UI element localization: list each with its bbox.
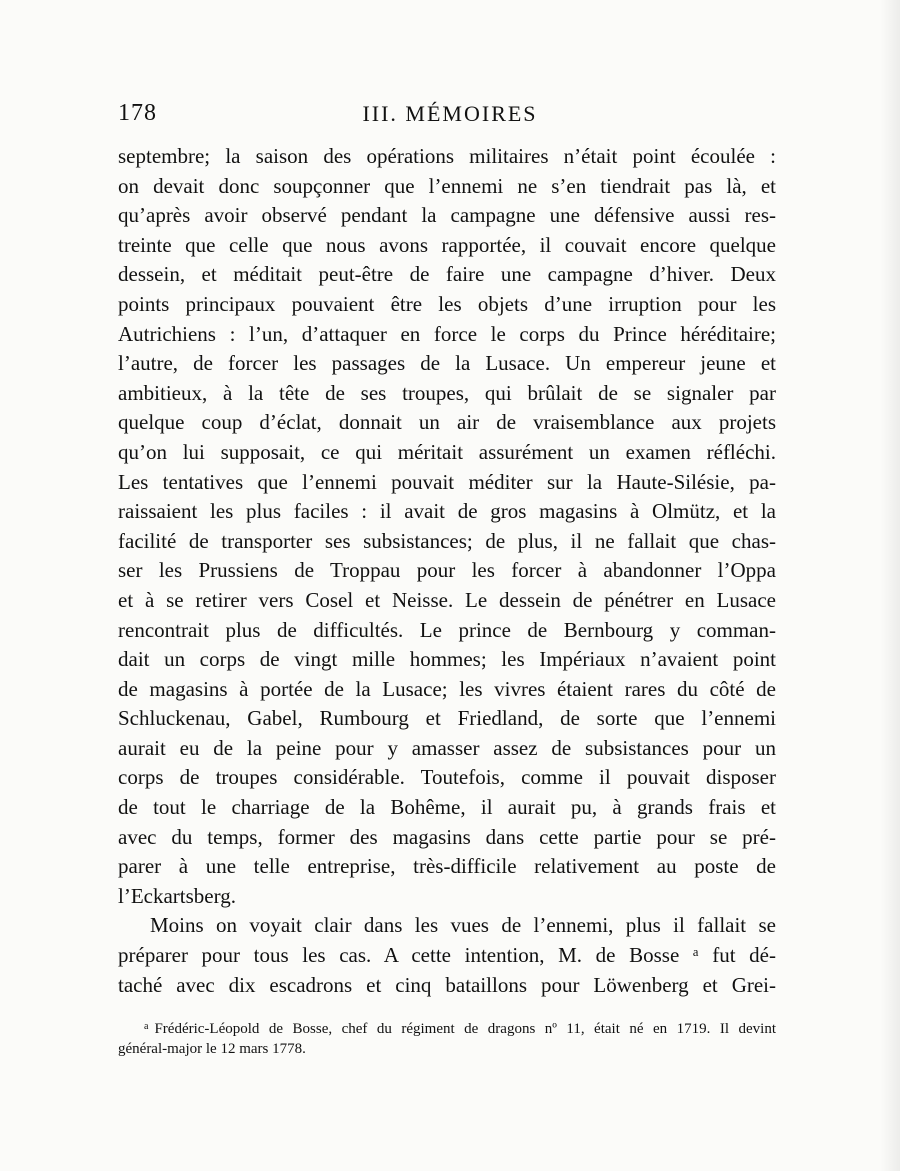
text-line: qu’on lui supposait, ce qui méritait assurément un examen réfléchi.	[118, 439, 776, 464]
body-text	[118, 142, 776, 1000]
text-line: treinte que celle que nous avons rapportée, il couvait encore quelque	[118, 232, 776, 257]
text-line: l’Eckartsberg.	[118, 883, 236, 908]
running-title: III. MÉMOIRES	[362, 101, 538, 126]
text-line: préparer pour tous les cas. A cette intention, M. de Bosse ᵃ fut dé-	[118, 943, 776, 968]
text-line: rencontrait plus de difficultés. Le prince de Bernbourg y comman-	[118, 617, 776, 642]
text-line: Schluckenau, Gabel, Rumbourg et Friedland, de sorte que l’ennemi	[118, 706, 776, 731]
footnote-line	[118, 1016, 776, 1038]
text-line: de tout le charriage de la Bohême, il aurait pu, à grands frais et	[118, 795, 776, 820]
text-line: dessein, et méditait peut-être de faire une campagne d’hiver. Deux	[118, 262, 776, 287]
text-line: raissaient les plus faciles : il avait de gros magasins à Olmütz, et la	[118, 499, 776, 524]
footnote	[118, 1016, 776, 1060]
text-line: quelque coup d’éclat, donnait un air de vraisemblance aux projets	[118, 410, 776, 435]
text-line: Les tentatives que l’ennemi pouvait méditer sur la Haute-Silésie, pa-	[118, 469, 776, 494]
text-line: corps de troupes considérable. Toutefois, comme il pouvait disposer	[118, 765, 776, 790]
scan-edge-shadow	[880, 0, 900, 1171]
text-line: et à se retirer vers Cosel et Neisse. Le dessein de pénétrer en Lusace	[118, 587, 776, 612]
text-line: parer à une telle entreprise, très-difficile relativement au poste de	[118, 854, 776, 879]
footnote-line: général-major le 12 mars 1778.	[118, 1041, 306, 1057]
text-line: ser les Prussiens de Troppau pour les forcer à abandonner l’Oppa	[118, 558, 776, 583]
text-line: qu’après avoir observé pendant la campagne une défensive aussi res-	[118, 203, 776, 228]
text-line: avec du temps, former des magasins dans cette partie pour se pré-	[118, 824, 776, 849]
text-line: on devait donc soupçonner que l’ennemi ne s’en tiendrait pas là, et	[118, 173, 776, 198]
text-line: facilité de transporter ses subsistances; de plus, il ne fallait que chas-	[118, 528, 776, 553]
text-line: Moins on voyait clair dans les vues de l’ennemi, plus il fallait se	[150, 913, 776, 938]
text-line: l’autre, de forcer les passages de la Lusace. Un empereur jeune et	[118, 351, 776, 376]
text-line: points principaux pouvaient être les objets d’une irruption pour les	[118, 291, 776, 316]
text-line: taché avec dix escadrons et cinq bataillons pour Löwenberg et Grei-	[118, 972, 776, 997]
footnote-text: Frédéric-Léopold de Bosse, chef du régiment de dragons nº 11, était né en 1719. Il devint	[154, 1021, 776, 1037]
footnote-marker: a	[144, 1021, 149, 1032]
text-line: dait un corps de vingt mille hommes; les Impériaux n’avaient point	[118, 647, 776, 672]
text-line: de magasins à portée de la Lusace; les vivres étaient rares du côté de	[118, 676, 776, 701]
text-line: ambitieux, à la tête de ses troupes, qui brûlait de se signaler par	[118, 380, 776, 405]
text-line: aurait eu de la peine pour y amasser assez de subsistances pour un	[118, 735, 776, 760]
text-line: Autrichiens : l’un, d’attaquer en force le corps du Prince héréditaire;	[118, 321, 776, 346]
text-line: septembre; la saison des opérations militaires n’était point écoulée :	[118, 144, 776, 168]
page-number: 178	[118, 100, 157, 126]
